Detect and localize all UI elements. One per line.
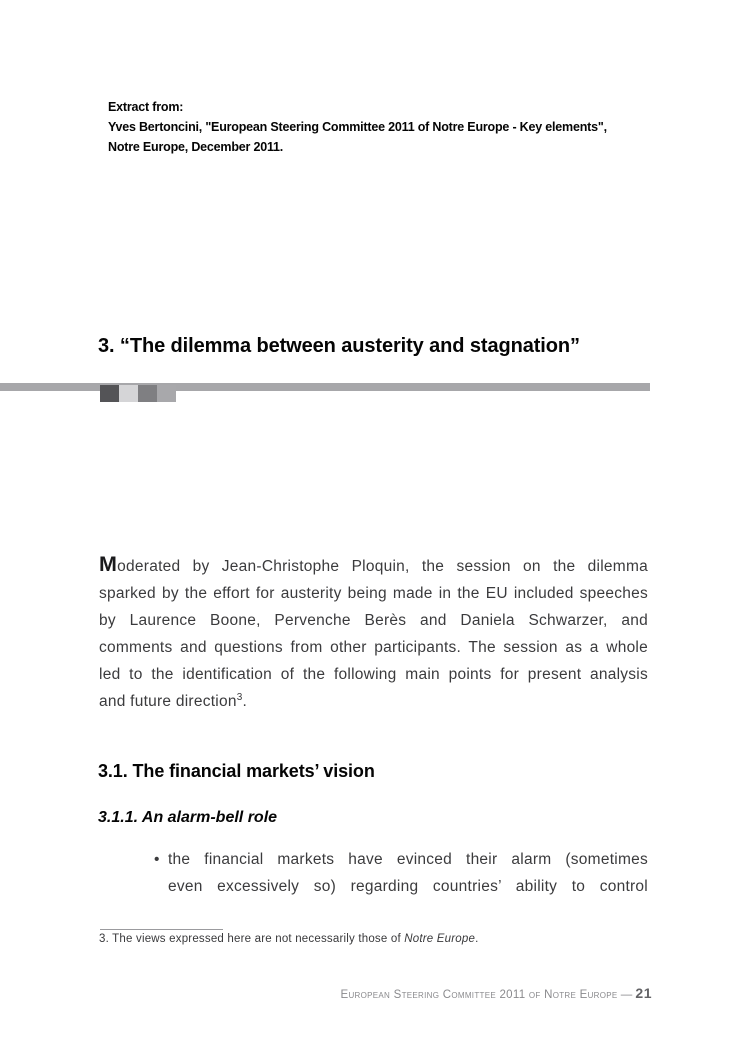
bullet-text [168, 847, 648, 901]
intro-line: led to the identification of the following main points for present analysis [99, 665, 648, 683]
decorative-square [138, 385, 157, 402]
footnote-reference: 3 [236, 691, 243, 703]
bullet-item [154, 847, 648, 901]
drop-cap: M [99, 552, 118, 576]
footnote [99, 933, 659, 945]
intro-line: and future direction$^3$. [99, 691, 248, 710]
subsection-title: 3.1.1. An alarm-bell role [98, 809, 278, 826]
footnote-number: 3. [99, 933, 109, 945]
footnote-period: . [475, 933, 479, 945]
decorative-square [119, 385, 138, 402]
footnote-italic-text: Notre Europe [404, 933, 476, 945]
intro-line: sparked by the effort for austerity being made in the EU included speeches [99, 584, 648, 602]
page-footer [340, 985, 652, 1003]
decorative-squares [100, 385, 176, 402]
footer-dash: — [617, 989, 636, 1001]
bullet-marker: • [154, 851, 160, 868]
intro-line: comments and questions from other participants. The session as a whole [99, 638, 648, 656]
extract-citation [108, 97, 708, 157]
intro-line: by Laurence Boone, Pervenche Berès and Daniela Schwarzer, and [99, 611, 648, 629]
extract-line: Yves Bertoncini, "European Steering Committee 2011 of Notre Europe - Key elements", [108, 120, 607, 134]
footnote-separator [100, 929, 223, 930]
decorative-square [157, 385, 176, 402]
page-number: 21 [635, 985, 652, 1001]
intro-line: Moderated by Jean-Christophe Ploquin, the session on the dilemma [99, 552, 648, 576]
intro-paragraph [99, 551, 648, 715]
extract-line: Extract from: [108, 100, 184, 114]
bullet-line: even excessively so) regarding countries’ ability to control [168, 877, 648, 895]
chapter-divider-bar [0, 383, 650, 391]
section-title: 3.1. The financial markets’ vision [98, 761, 375, 781]
decorative-square [100, 385, 119, 402]
extract-line: Notre Europe, December 2011. [108, 140, 284, 154]
footnote-text: The views expressed here are not necessarily those of [109, 933, 405, 945]
footer-committee-text: European Steering Committee 2011 of Notre Europe [340, 989, 618, 1001]
chapter-title: 3. “The dilemma between austerity and stagnation” [98, 335, 580, 357]
bullet-line: the financial markets have evinced their alarm (sometimes [168, 851, 648, 868]
